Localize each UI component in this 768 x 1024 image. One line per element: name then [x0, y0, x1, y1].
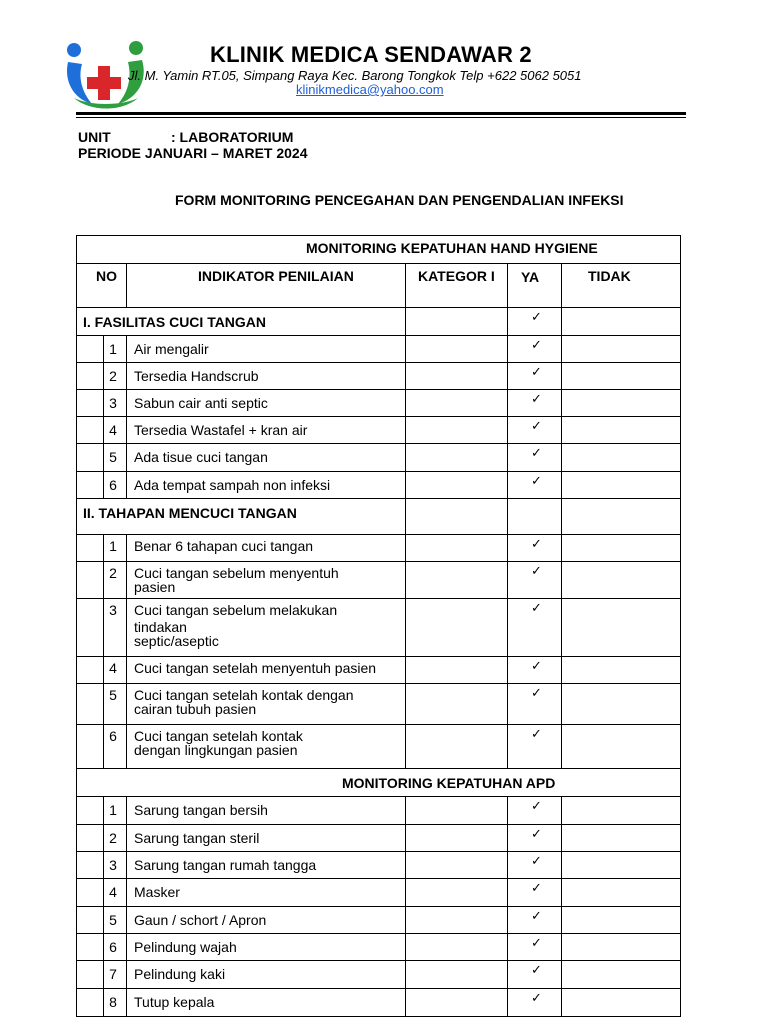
check-mark-ya: ✓: [531, 908, 542, 923]
row-indikator-text: Ada tisue cuci tangan: [134, 449, 268, 465]
table-vline: [126, 824, 127, 852]
row-number: 1: [109, 341, 117, 357]
row-indikator-text: Tutup kepala: [134, 994, 215, 1010]
table-vline: [561, 960, 562, 989]
group-tahapan-title: II. TAHAPAN MENCUCI TANGAN: [83, 505, 297, 521]
table-vline: [507, 498, 508, 535]
table-hline: [76, 878, 681, 879]
table-vline: [561, 906, 562, 934]
table-vline: [507, 416, 508, 444]
table-vline: [507, 598, 508, 657]
table-vline: [126, 443, 127, 472]
table-vline: [507, 683, 508, 725]
row-indikator-text: Benar 6 tahapan cuci tangan: [134, 538, 314, 554]
table-vline: [126, 724, 127, 769]
row-indikator-text: Cuci tangan setelah kontak: [134, 728, 303, 744]
row-number: 3: [109, 602, 117, 618]
table-hline: [76, 656, 681, 657]
row-indikator-text: Masker: [134, 884, 180, 900]
row-indikator-text: Sarung tangan rumah tangga: [134, 857, 317, 873]
check-mark-ya: ✓: [531, 600, 542, 615]
table-vline: [561, 389, 562, 417]
table-hline: [76, 724, 681, 725]
row-number: 4: [109, 884, 117, 900]
row-number: 6: [109, 728, 117, 744]
table-vline: [405, 389, 406, 417]
table-vline: [405, 498, 406, 535]
row-number: 8: [109, 994, 117, 1010]
table-vline: [405, 988, 406, 1017]
table-vline: [507, 656, 508, 684]
table-vline: [561, 263, 562, 308]
table-vline: [126, 933, 127, 961]
table-vline: [405, 307, 406, 336]
table-vline: [561, 498, 562, 535]
table-vline: [126, 988, 127, 1017]
table-vline: [507, 796, 508, 825]
table-hline: [76, 768, 681, 769]
table-vline: [507, 471, 508, 499]
table-vline: [507, 933, 508, 961]
table-hline: [76, 307, 681, 308]
check-mark-ya: ✓: [531, 880, 542, 895]
table-vline: [561, 851, 562, 879]
clinic-address: Jl. M. Yamin RT.05, Simpang Raya Kec. Barong Tongkok Telp +622 5062 5051: [128, 68, 582, 83]
table-hline: [76, 534, 681, 535]
row-number: 5: [109, 687, 117, 703]
table-vline: [561, 534, 562, 562]
unit-label: UNIT: [78, 129, 111, 145]
clinic-name: KLINIK MEDICA SENDAWAR 2: [210, 42, 532, 67]
table-vline: [507, 960, 508, 989]
table-vline: [507, 263, 508, 308]
row-indikator-text: Cuci tangan sebelum menyentuh: [134, 565, 339, 581]
table-vline: [561, 335, 562, 363]
table-vline: [507, 724, 508, 769]
table-vline: [405, 851, 406, 879]
header-rule-thin: [76, 117, 686, 118]
row-indikator-text: septic/aseptic: [134, 633, 219, 649]
table-vline: [126, 656, 127, 684]
table-vline: [507, 534, 508, 562]
table-hline: [76, 416, 681, 417]
table-hline: [76, 561, 681, 562]
table-vline: [405, 656, 406, 684]
check-mark-ya: ✓: [531, 445, 542, 460]
check-mark-ya: ✓: [531, 962, 542, 977]
table-vline: [405, 878, 406, 907]
table-vline: [680, 235, 681, 1017]
table-vline: [405, 471, 406, 499]
table-hline: [76, 960, 681, 961]
table-vline: [507, 389, 508, 417]
row-number: 1: [109, 802, 117, 818]
table-vline: [561, 683, 562, 725]
table-hline: [76, 362, 681, 363]
table-vline: [126, 851, 127, 879]
table-vline: [405, 824, 406, 852]
row-number: 6: [109, 939, 117, 955]
row-indikator-text: Cuci tangan setelah menyentuh pasien: [134, 660, 377, 676]
check-mark-ya: ✓: [531, 853, 542, 868]
check-mark-ya: ✓: [531, 935, 542, 950]
table-vline: [405, 561, 406, 599]
table-vline: [561, 796, 562, 825]
table-vline: [405, 598, 406, 657]
table-vline: [507, 824, 508, 852]
table-vline: [405, 724, 406, 769]
table-vline: [126, 796, 127, 825]
table-vline: [507, 335, 508, 363]
check-mark-ya: ✓: [531, 563, 542, 578]
periode-line: PERIODE JANUARI – MARET 2024: [78, 145, 308, 161]
table-hline: [76, 598, 681, 599]
row-indikator-text: tindakan: [134, 619, 187, 635]
row-indikator-text: Ada tempat sampah non infeksi: [134, 477, 331, 493]
check-mark-ya: ✓: [531, 418, 542, 433]
table-vline: [126, 561, 127, 599]
table-hline: [76, 443, 681, 444]
check-mark-ya: ✓: [531, 726, 542, 741]
table-hline: [76, 851, 681, 852]
form-title: FORM MONITORING PENCEGAHAN DAN PENGENDALIAN INFEKSI: [175, 192, 624, 208]
table-vline: [507, 362, 508, 390]
table-vline: [507, 988, 508, 1017]
row-number: 2: [109, 830, 117, 846]
group-fasilitas-title: I. FASILITAS CUCI TANGAN: [83, 314, 267, 330]
table-hline: [76, 235, 681, 236]
row-number: 7: [109, 966, 117, 982]
table-vline: [126, 906, 127, 934]
table-vline: [561, 307, 562, 336]
row-number: 2: [109, 565, 117, 581]
table-hline: [76, 263, 681, 264]
col-header-tidak: TIDAK: [588, 268, 631, 284]
table-vline: [507, 906, 508, 934]
table-vline: [561, 878, 562, 907]
table-vline: [405, 933, 406, 961]
row-indikator-text: Pelindung kaki: [134, 966, 226, 982]
check-mark-ya: ✓: [531, 826, 542, 841]
table-vline: [507, 443, 508, 472]
table-vline: [561, 561, 562, 599]
table-hline: [76, 906, 681, 907]
row-indikator-text: Cuci tangan setelah kontak dengan: [134, 687, 354, 703]
table-vline: [405, 335, 406, 363]
header-rule-thick: [76, 112, 686, 115]
table-vline: [561, 824, 562, 852]
row-number: 2: [109, 368, 117, 384]
row-number: 5: [109, 449, 117, 465]
check-mark-ya: ✓: [531, 685, 542, 700]
row-indikator-text: Sarung tangan steril: [134, 830, 260, 846]
row-number: 4: [109, 422, 117, 438]
table-vline: [405, 534, 406, 562]
table-vline: [405, 960, 406, 989]
check-mark-ya: ✓: [531, 990, 542, 1005]
table-vline: [507, 851, 508, 879]
table-vline: [507, 878, 508, 907]
unit-value: : LABORATORIUM: [171, 129, 294, 145]
table-vline: [126, 263, 127, 308]
table-vline: [126, 335, 127, 363]
check-mark-ya: ✓: [531, 798, 542, 813]
table-vline: [561, 656, 562, 684]
table-vline: [126, 683, 127, 725]
clinic-email-link[interactable]: klinikmedica@yahoo.com: [296, 82, 444, 97]
row-number: 6: [109, 477, 117, 493]
row-number: 3: [109, 857, 117, 873]
row-number: 3: [109, 395, 117, 411]
col-header-ya: YA: [521, 269, 540, 285]
row-indikator-text: Cuci tangan sebelum melakukan: [134, 602, 338, 618]
row-indikator-text: Sabun cair anti septic: [134, 395, 268, 411]
table-hline: [76, 335, 681, 336]
row-indikator-text: Pelindung wajah: [134, 939, 237, 955]
row-number: 4: [109, 660, 117, 676]
check-mark-ya: ✓: [531, 536, 542, 551]
row-indikator-text: Tersedia Wastafel + kran air: [134, 422, 308, 438]
table-vline: [405, 443, 406, 472]
unit-line: [78, 129, 294, 145]
table-vline: [405, 683, 406, 725]
row-indikator-text: dengan lingkungan pasien: [134, 742, 298, 758]
table-vline: [126, 389, 127, 417]
table-vline: [405, 796, 406, 825]
row-indikator-text: Sarung tangan bersih: [134, 802, 268, 818]
table-vline: [126, 960, 127, 989]
table-hline: [76, 471, 681, 472]
table-hline: [76, 796, 681, 797]
section-apd-title: MONITORING KEPATUHAN APD: [342, 775, 556, 791]
row-number: 5: [109, 912, 117, 928]
table-vline: [561, 988, 562, 1017]
table-vline: [561, 724, 562, 769]
check-mark-ya: ✓: [531, 658, 542, 673]
table-vline: [126, 878, 127, 907]
table-vline: [126, 471, 127, 499]
check-mark-ya: ✓: [531, 391, 542, 406]
row-indikator-text: Tersedia Handscrub: [134, 368, 259, 384]
col-header-no: NO: [96, 268, 117, 284]
col-header-kategori: KATEGOR I: [418, 268, 495, 284]
table-hline: [76, 683, 681, 684]
check-mark-ya: ✓: [531, 473, 542, 488]
check-mark-ya: ✓: [531, 364, 542, 379]
table-hline: [76, 988, 681, 989]
table-vline: [507, 307, 508, 336]
check-mark-ya: ✓: [531, 337, 542, 352]
table-vline: [405, 416, 406, 444]
table-vline: [126, 416, 127, 444]
table-vline: [507, 561, 508, 599]
table-vline: [126, 598, 127, 657]
table-hline: [76, 498, 681, 499]
table-vline: [405, 362, 406, 390]
check-mark-fasilitas: ✓: [531, 309, 542, 324]
table-vline: [561, 933, 562, 961]
table-vline: [76, 235, 77, 1017]
row-indikator-text: cairan tubuh pasien: [134, 701, 257, 717]
row-indikator-text: pasien: [134, 579, 176, 595]
table-vline: [561, 362, 562, 390]
table-hline: [76, 824, 681, 825]
table-vline: [405, 263, 406, 308]
row-indikator-text: Gaun / schort / Apron: [134, 912, 267, 928]
table-vline: [561, 416, 562, 444]
table-vline: [126, 534, 127, 562]
table-vline: [561, 471, 562, 499]
table-vline: [405, 906, 406, 934]
table-hline: [76, 389, 681, 390]
table-vline: [561, 598, 562, 657]
table-vline: [561, 443, 562, 472]
table-vline: [126, 362, 127, 390]
section-hand-hygiene-title: MONITORING KEPATUHAN HAND HYGIENE: [306, 240, 598, 256]
row-indikator-text: Air mengalir: [134, 341, 209, 357]
col-header-indikator: INDIKATOR PENILAIAN: [198, 268, 354, 284]
table-hline: [76, 1016, 681, 1017]
table-hline: [76, 933, 681, 934]
row-number: 1: [109, 538, 117, 554]
